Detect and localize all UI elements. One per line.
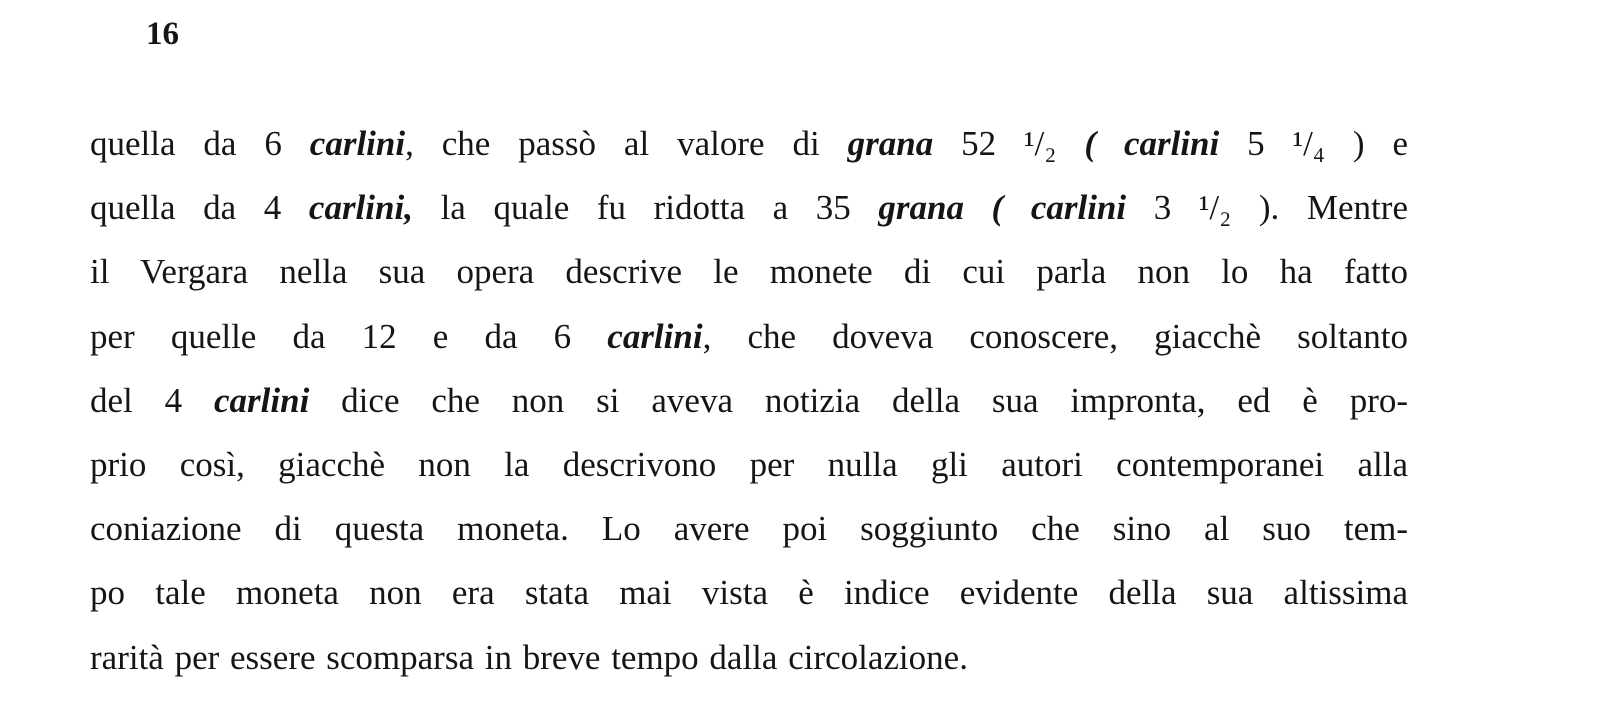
text-run: coniazione di questa moneta. Lo avere poi soggiunto che sino al suo tem- [90,509,1408,549]
text-line-8 [90,561,1408,625]
text-run: , che passò al valore di [405,124,848,163]
text-line-9 [90,626,1408,690]
text-run: per quelle da 12 e da 6 [90,316,608,356]
text-run: po tale moneta non era stata mai vista è indice evidente della sua altissima [90,573,1408,613]
page-number: 16 [146,16,179,52]
text-line-5 [90,369,1408,433]
italic-term: ( carlini [1084,124,1220,163]
text-run: dice che non si aveva notizia della sua impronta, ed è pro- [309,380,1409,420]
text-run: 5 ¹/₄ ) e [1219,124,1409,163]
italic-term: carlini, [308,188,413,228]
italic-term: carlini [309,124,406,163]
text-line-6 [90,433,1408,497]
text-run: il Vergara nella sua opera descrive le monete di cui parla non lo ha fatto [90,252,1408,292]
text-line-1 [90,112,1408,176]
body-paragraph [90,112,1408,690]
text-run: 3 ¹/₂ ). Mentre [1126,188,1408,228]
text-run: 52 ¹/₂ [933,124,1085,163]
text-run: quella da 6 [90,124,310,163]
text-line-7 [90,497,1408,561]
text-run: del 4 [90,380,215,420]
text-run: rarità per essere scomparsa in breve tempo dalla circolazione. [90,637,968,677]
text-line-4 [90,305,1408,369]
italic-term: grana ( carlini [878,188,1127,228]
italic-term: grana [847,124,934,163]
italic-term: carlini [214,380,310,420]
text-run: , che doveva conoscere, giacchè soltanto [702,316,1409,356]
text-run: la quale fu ridotta a 35 [412,188,879,228]
italic-term: carlini [607,316,703,356]
text-run: prio così, giacchè non la descrivono per nulla gli autori contemporanei alla [90,444,1408,484]
text-line-2 [90,176,1408,240]
text-run: quella da 4 [90,188,309,228]
text-line-3 [90,240,1408,304]
